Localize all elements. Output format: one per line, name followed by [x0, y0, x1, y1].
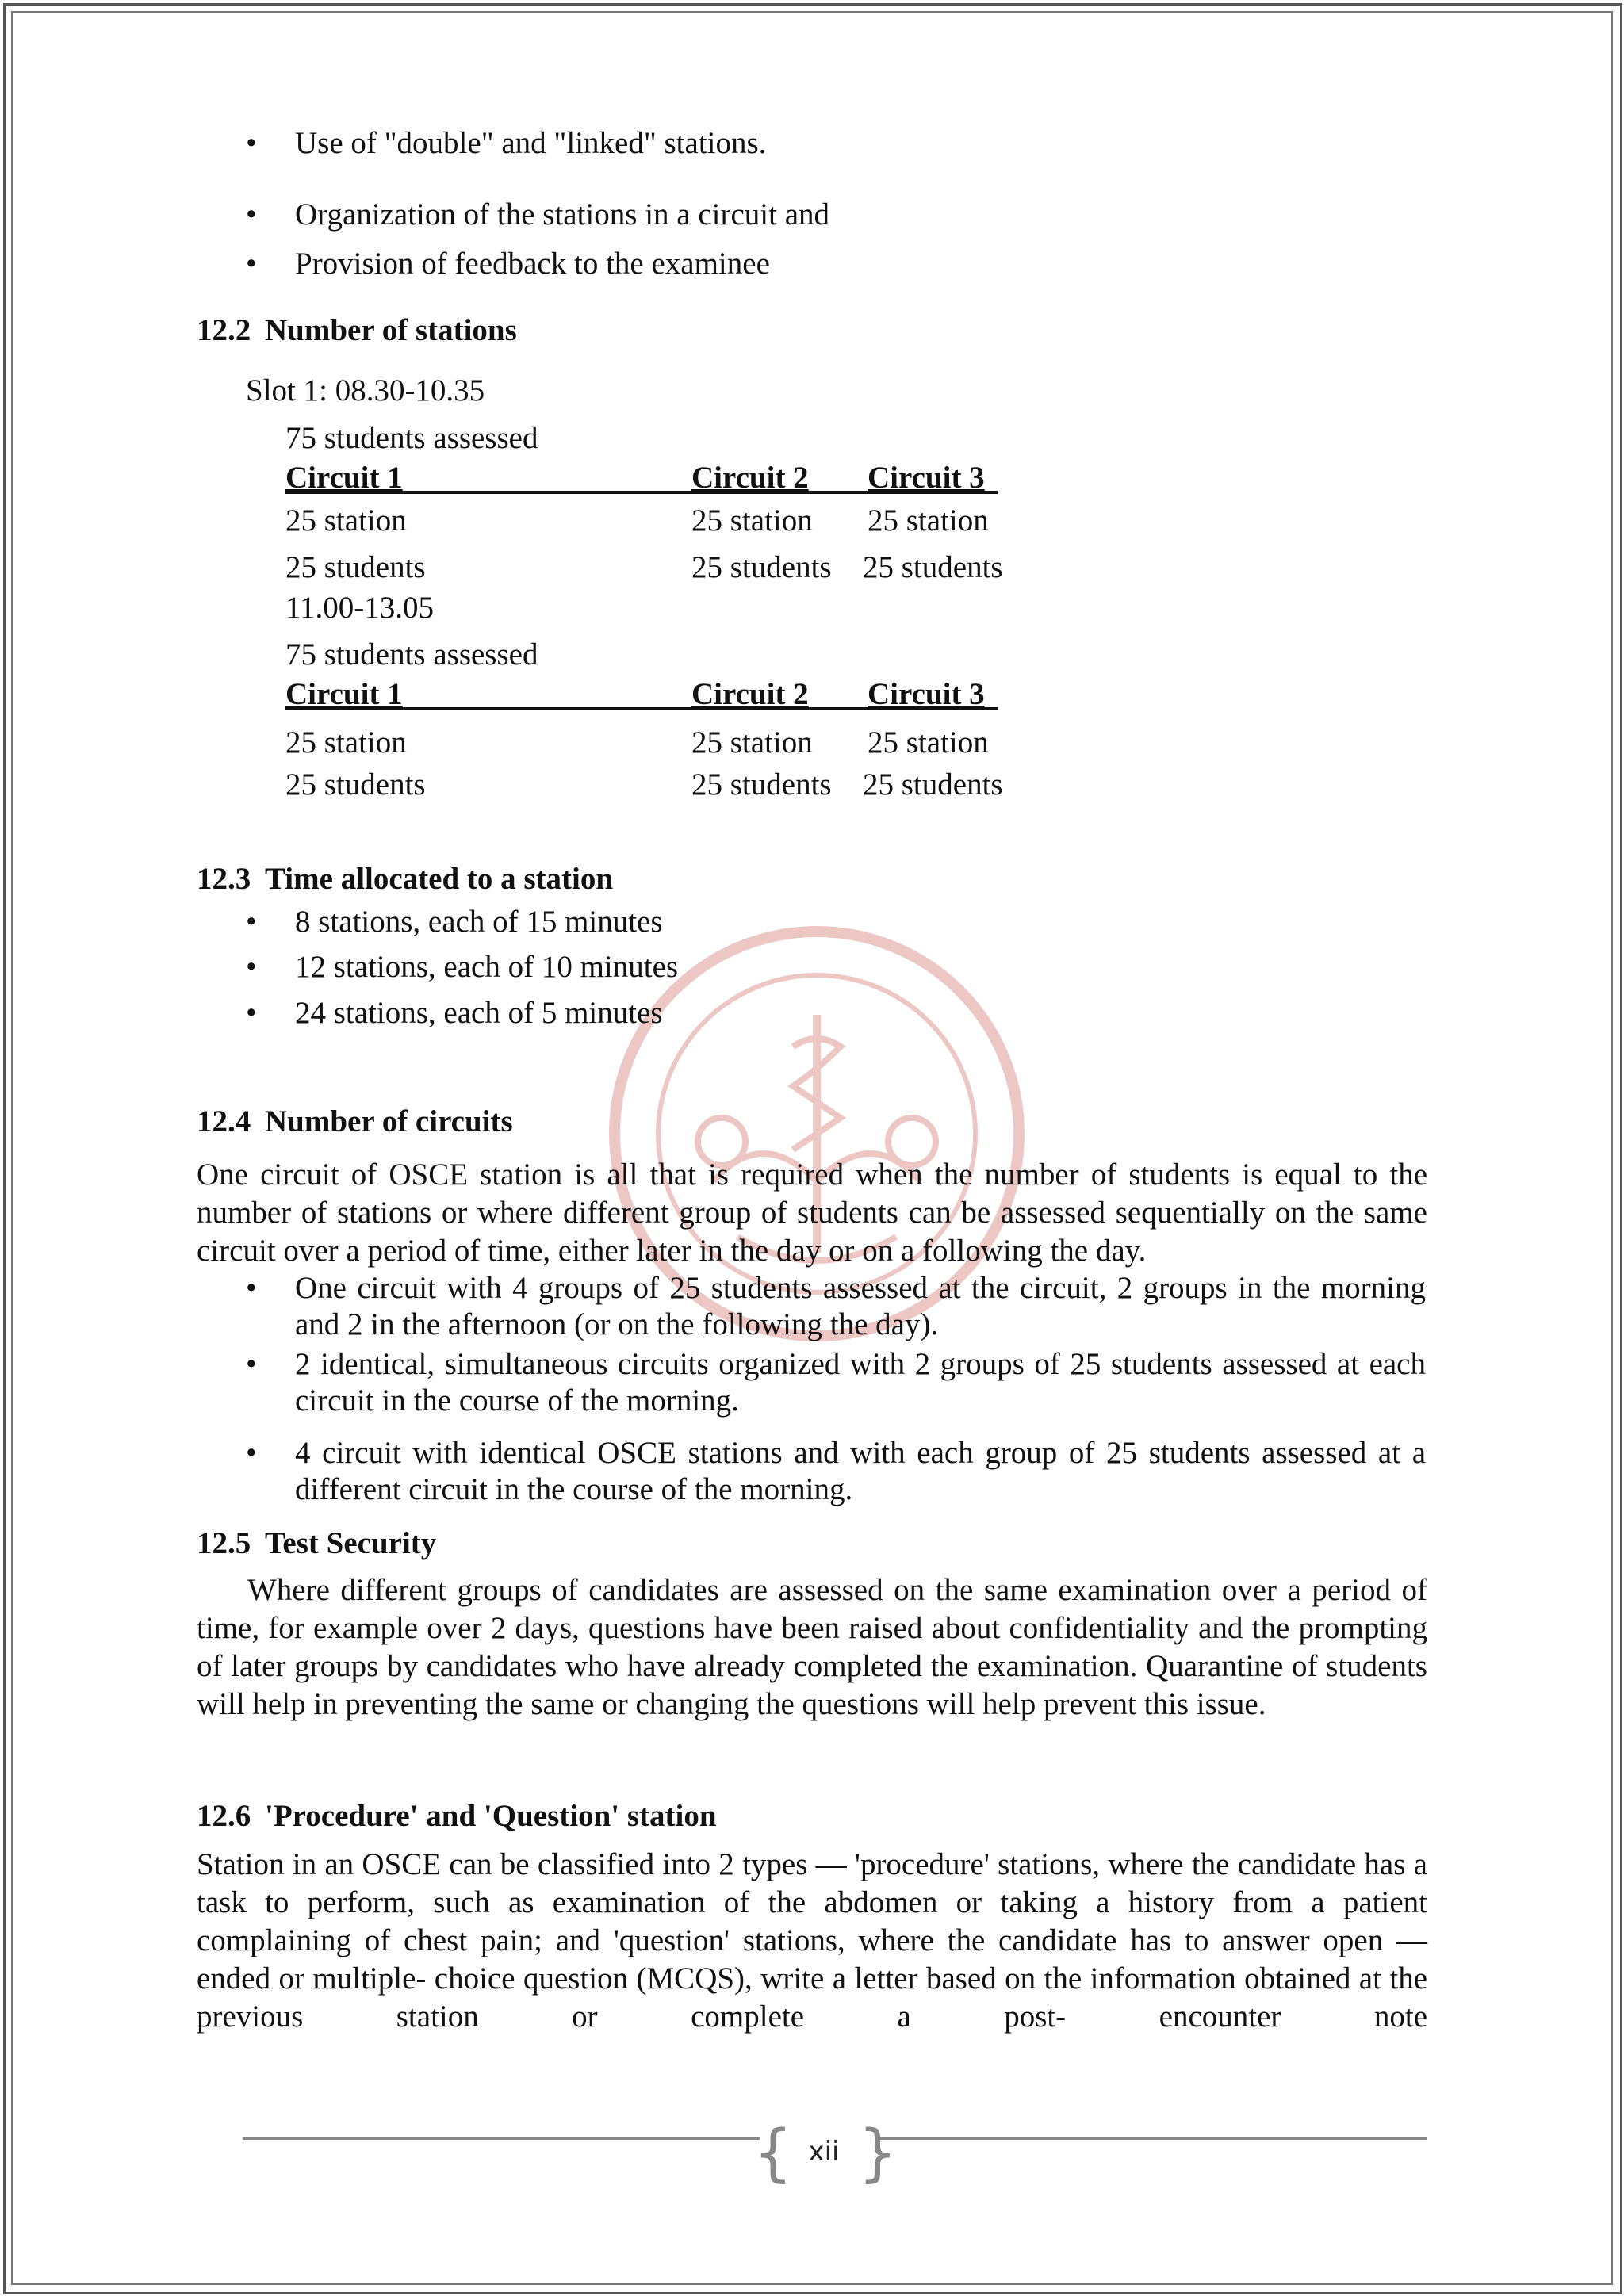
table-cell: 25 students — [691, 767, 832, 802]
bullet-icon: • — [246, 996, 257, 1030]
bullet-icon: • — [246, 1347, 257, 1381]
table-cell: 25 station — [285, 503, 407, 538]
bullet-icon: • — [246, 950, 257, 984]
students-assessed-line: 75 students assessed — [285, 421, 538, 455]
footer-bracket-left: { — [753, 2118, 793, 2189]
slot-time: 11.00-13.05 — [285, 591, 435, 625]
circuit-header: Circuit 2 — [691, 677, 809, 711]
section-heading-12-2: 12.2 Number of stations — [197, 313, 517, 347]
bullet-icon: • — [246, 905, 257, 939]
paragraph: Station in an OSCE can be classified into 2 types — 'procedure' stations, where the candidate has a task to perform, such as examination of the abdomen or taking a history from a patient complaining of chest pain; and 'question' stations, where the candidate has to answer open — ended or multiple- choice question (MCQS), write a letter based on the information obtained at the previous station or complete a post- encounter note — [197, 1847, 1427, 2034]
section-heading-12-6: 12.6 'Procedure' and 'Question' station — [197, 1799, 717, 1833]
footer-bracket-right: } — [858, 2118, 898, 2189]
paragraph: Where different groups of candidates are assessed on the same examination over a period of time, for example over 2 days, questions have been raised about confidentiality and the prompting of later groups by candidates who have already completed the examination. Quarantine of students will help in preventing the same or changing the questions will help prevent this issue. — [197, 1573, 1427, 1721]
table-cell: 25 station — [691, 503, 813, 538]
circuit-header: Circuit 2 — [691, 461, 809, 495]
paragraph: One circuit of OSCE station is all that is required when the number of students is equal to the number of stations or where different group of students can be assessed sequentially on the same circuit over a period of time, either later in the day or on a following the day. — [197, 1158, 1427, 1268]
table-cell: 25 students — [691, 550, 832, 584]
table-cell: 25 students — [285, 550, 426, 584]
bullet-icon: • — [246, 126, 257, 160]
table-cell: 25 students — [863, 550, 1003, 584]
section-heading-12-4: 12.4 Number of circuits — [197, 1104, 513, 1138]
circuit-header: Circuit 1 — [285, 461, 403, 495]
circuit-header: Circuit 3 — [868, 677, 985, 711]
footer-rule-left — [243, 2137, 760, 2140]
bullet-icon: • — [246, 247, 257, 281]
slot-line: Slot 1: 08.30-10.35 — [246, 373, 485, 408]
table-cell: 25 station — [868, 503, 989, 538]
table-cell: 25 station — [285, 725, 407, 760]
bullet-icon: • — [246, 1436, 257, 1470]
table-cell: 25 station — [691, 725, 813, 760]
bullet-icon: • — [246, 1271, 257, 1305]
circuit-header: Circuit 1 — [285, 677, 403, 711]
table-cell: 25 students — [285, 767, 426, 802]
table-cell: 25 station — [868, 725, 989, 760]
circuit-header: Circuit 3 — [868, 461, 985, 495]
page-number: xii — [808, 2136, 840, 2168]
section-heading-12-5: 12.5 Test Security — [197, 1526, 437, 1560]
section-heading-12-3: 12.3 Time allocated to a station — [197, 862, 614, 896]
table-cell: 25 students — [863, 767, 1003, 802]
bullet-icon: • — [246, 197, 257, 232]
footer-rule-right — [879, 2137, 1427, 2140]
students-assessed-line: 75 students assessed — [285, 637, 538, 672]
